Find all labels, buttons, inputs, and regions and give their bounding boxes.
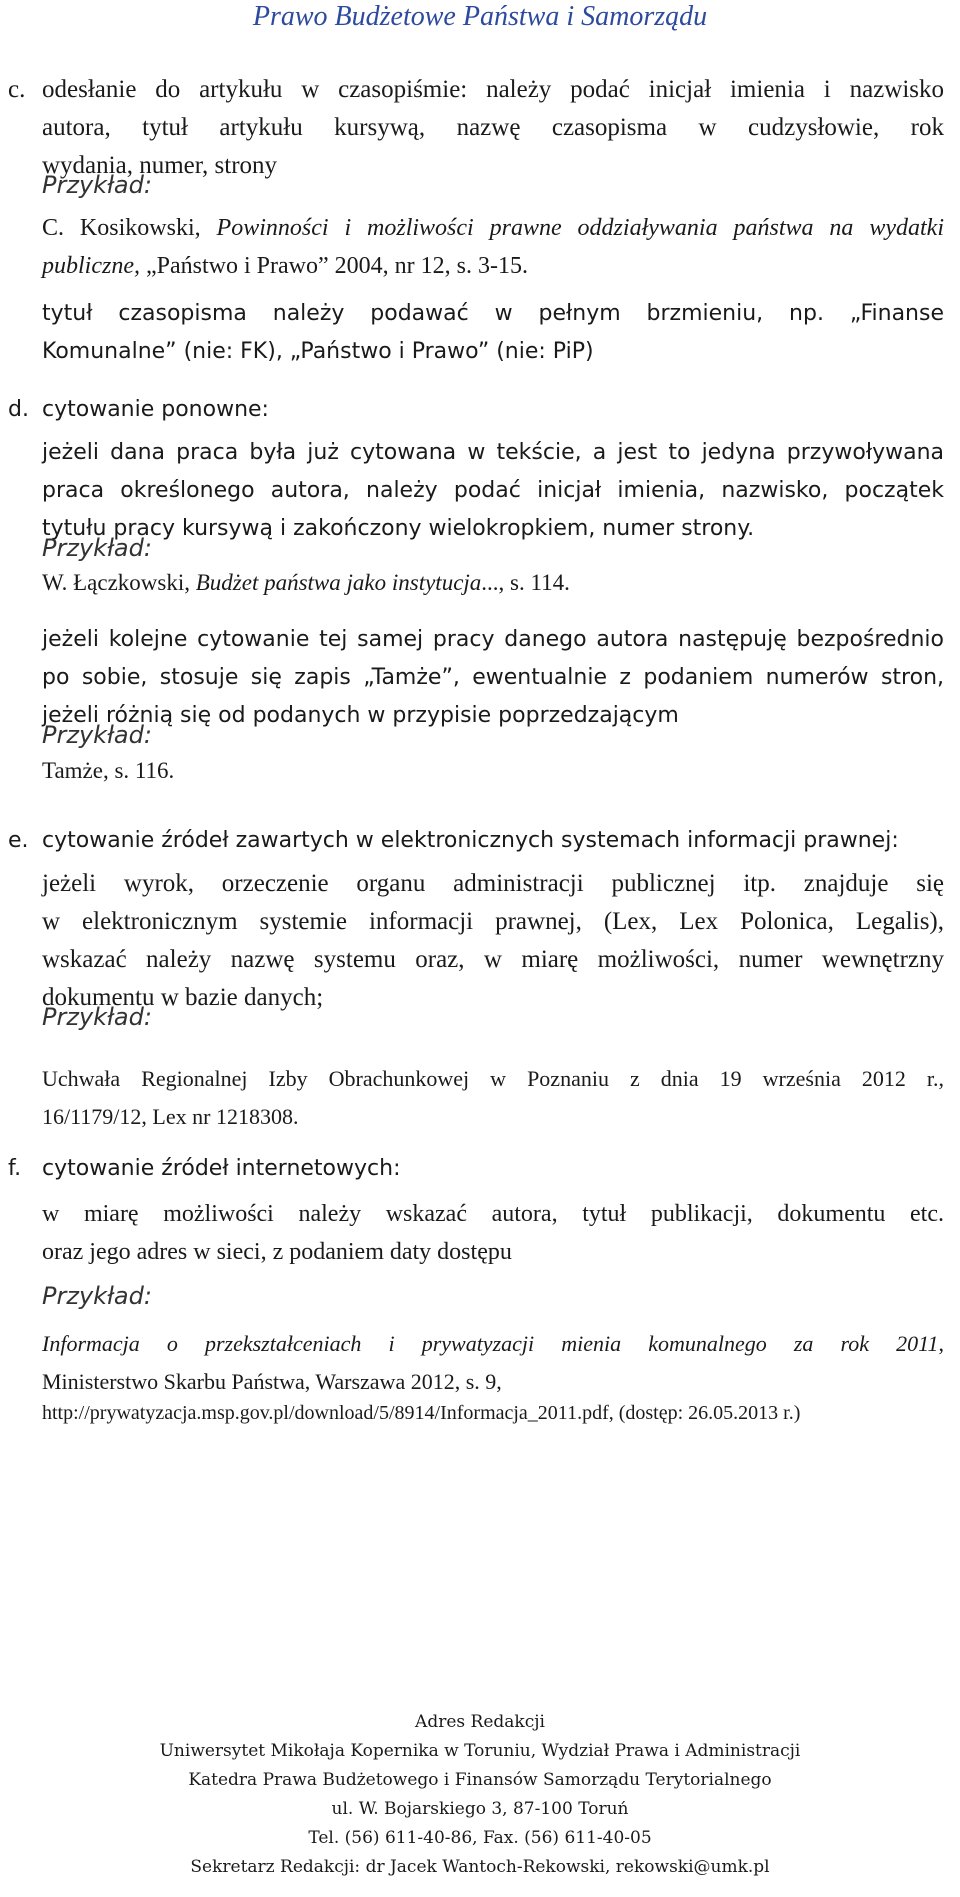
example-author: C. Kosikowski, — [42, 215, 217, 241]
body-line: jeżeli kolejne cytowanie tej samej pracy danego autora następuję bezpośrednio — [42, 627, 944, 652]
section-d-para1 — [42, 434, 944, 548]
section-e-para — [42, 865, 944, 1017]
example-label: Przykład: — [42, 1003, 152, 1031]
body-line: jeżeli dana praca była już cytowana w tekście, a jest to jedyna przywoływana — [42, 440, 944, 465]
note-line: Komunalne” (nie: FK), „Państwo i Prawo” (nie: PiP) — [42, 339, 594, 364]
journal-note — [42, 295, 944, 371]
example-label: Przykład: — [42, 534, 152, 562]
example-title: publiczne, — [42, 253, 146, 279]
example-label: Przykład: — [42, 171, 152, 199]
body-line: tytułu pracy kursywą i zakończony wielokropkiem, numer strony. — [42, 516, 755, 541]
footer-line: Adres Redakcji — [415, 1712, 545, 1732]
example-line: Uchwała Regionalnej Izby Obrachunkowej w Poznaniu z dnia 19 września 2012 r., — [42, 1066, 944, 1091]
body-line: jeżeli różnią się od podanych w przypisie poprzedzającym — [42, 703, 679, 728]
section-heading: cytowanie ponowne: — [42, 397, 269, 422]
example-label: Przykład: — [42, 1282, 152, 1310]
example-rest: , — [938, 1331, 944, 1356]
body-line: odesłanie do artykułu w czasopiśmie: należy podać inicjał imienia i nazwisko — [42, 76, 944, 103]
example-title: Informacja o przekształceniach i prywatyzacji mienia komunalnego za rok 2011 — [42, 1331, 939, 1356]
body-line: autora, tytuł artykułu kursywą, nazwę czasopisma w cudzysłowie, rok — [42, 114, 944, 141]
footer-line: Katedra Prawa Budżetowego i Finansów Samorządu Terytorialnego — [188, 1770, 772, 1790]
example-line — [42, 1325, 944, 1363]
example-url-line: http://prywatyzacja.msp.gov.pl/download/5/8914/Informacja_2011.pdf, (dostęp: 26.05.2013 r.) — [42, 1402, 801, 1424]
example-label: Przykład: — [42, 721, 152, 749]
section-heading: cytowanie źródeł internetowych: — [42, 1156, 401, 1181]
body-line: praca określonego autora, należy podać inicjał imienia, nazwisko, początek — [42, 478, 944, 503]
body-line: wskazać należy nazwę systemu oraz, w miarę możliwości, numer wewnętrzny — [42, 946, 944, 973]
section-marker: d. — [8, 397, 29, 422]
body-line: w miarę możliwości należy wskazać autora, tytuł publikacji, dokumentu etc. — [42, 1201, 944, 1227]
example-citation — [42, 570, 570, 596]
example-author: W. Łączkowski, — [42, 570, 196, 595]
section-c-body — [42, 71, 944, 185]
section-marker: f. — [8, 1156, 22, 1181]
section-d-para2 — [42, 621, 944, 735]
section-marker: e. — [8, 828, 29, 853]
footer-line: Sekretarz Redakcji: dr Jacek Wantoch-Rekowski, rekowski@umk.pl — [190, 1857, 770, 1877]
editorial-address-footer — [0, 1708, 960, 1882]
example-title: Budżet państwa jako instytucja — [195, 570, 482, 595]
example-citation: Tamże, s. 116. — [42, 758, 175, 783]
example-line — [42, 247, 944, 285]
running-header: Prawo Budżetowe Państwa i Samorządu — [252, 1, 708, 32]
example-citation — [42, 1060, 944, 1136]
body-line: dokumentu w bazie danych; — [42, 984, 324, 1011]
body-line: w elektronicznym systemie informacji prawnej, (Lex, Lex Polonica, Legalis), — [42, 908, 944, 935]
example-rest: ..., s. 114. — [481, 570, 570, 595]
body-line: oraz jego adres w sieci, z podaniem daty dostępu — [42, 1239, 512, 1265]
example-citation — [42, 1325, 944, 1401]
body-line: jeżeli wyrok, orzeczenie organu administracji publicznej itp. znajduje się — [42, 870, 944, 897]
footer-line: Tel. (56) 611-40-86, Fax. (56) 611-40-05 — [308, 1828, 652, 1848]
example-rest: „Państwo i Prawo” 2004, nr 12, s. 3-15. — [145, 253, 528, 279]
example-line: 16/1179/12, Lex nr 1218308. — [42, 1104, 299, 1129]
example-citation — [42, 209, 944, 285]
example-title: Powinności i możliwości prawne oddziaływania państwa na wydatki — [216, 215, 944, 241]
section-f-para — [42, 1195, 944, 1271]
example-line: Ministerstwo Skarbu Państwa, Warszawa 2012, s. 9, — [42, 1369, 502, 1394]
footer-line: ul. W. Bojarskiego 3, 87-100 Toruń — [331, 1799, 629, 1819]
example-line — [42, 209, 944, 247]
note-line: tytuł czasopisma należy podawać w pełnym brzmieniu, np. „Finanse — [42, 301, 944, 326]
section-heading: cytowanie źródeł zawartych w elektronicznych systemach informacji prawnej: — [42, 828, 899, 853]
section-marker: c. — [8, 76, 26, 103]
footer-line: Uniwersytet Mikołaja Kopernika w Toruniu, Wydział Prawa i Administracji — [159, 1741, 801, 1761]
body-line: wydania, numer, strony — [42, 152, 278, 179]
body-line: po sobie, stosuje się zapis „Tamże”, ewentualnie z podaniem numerów stron, — [42, 665, 944, 690]
